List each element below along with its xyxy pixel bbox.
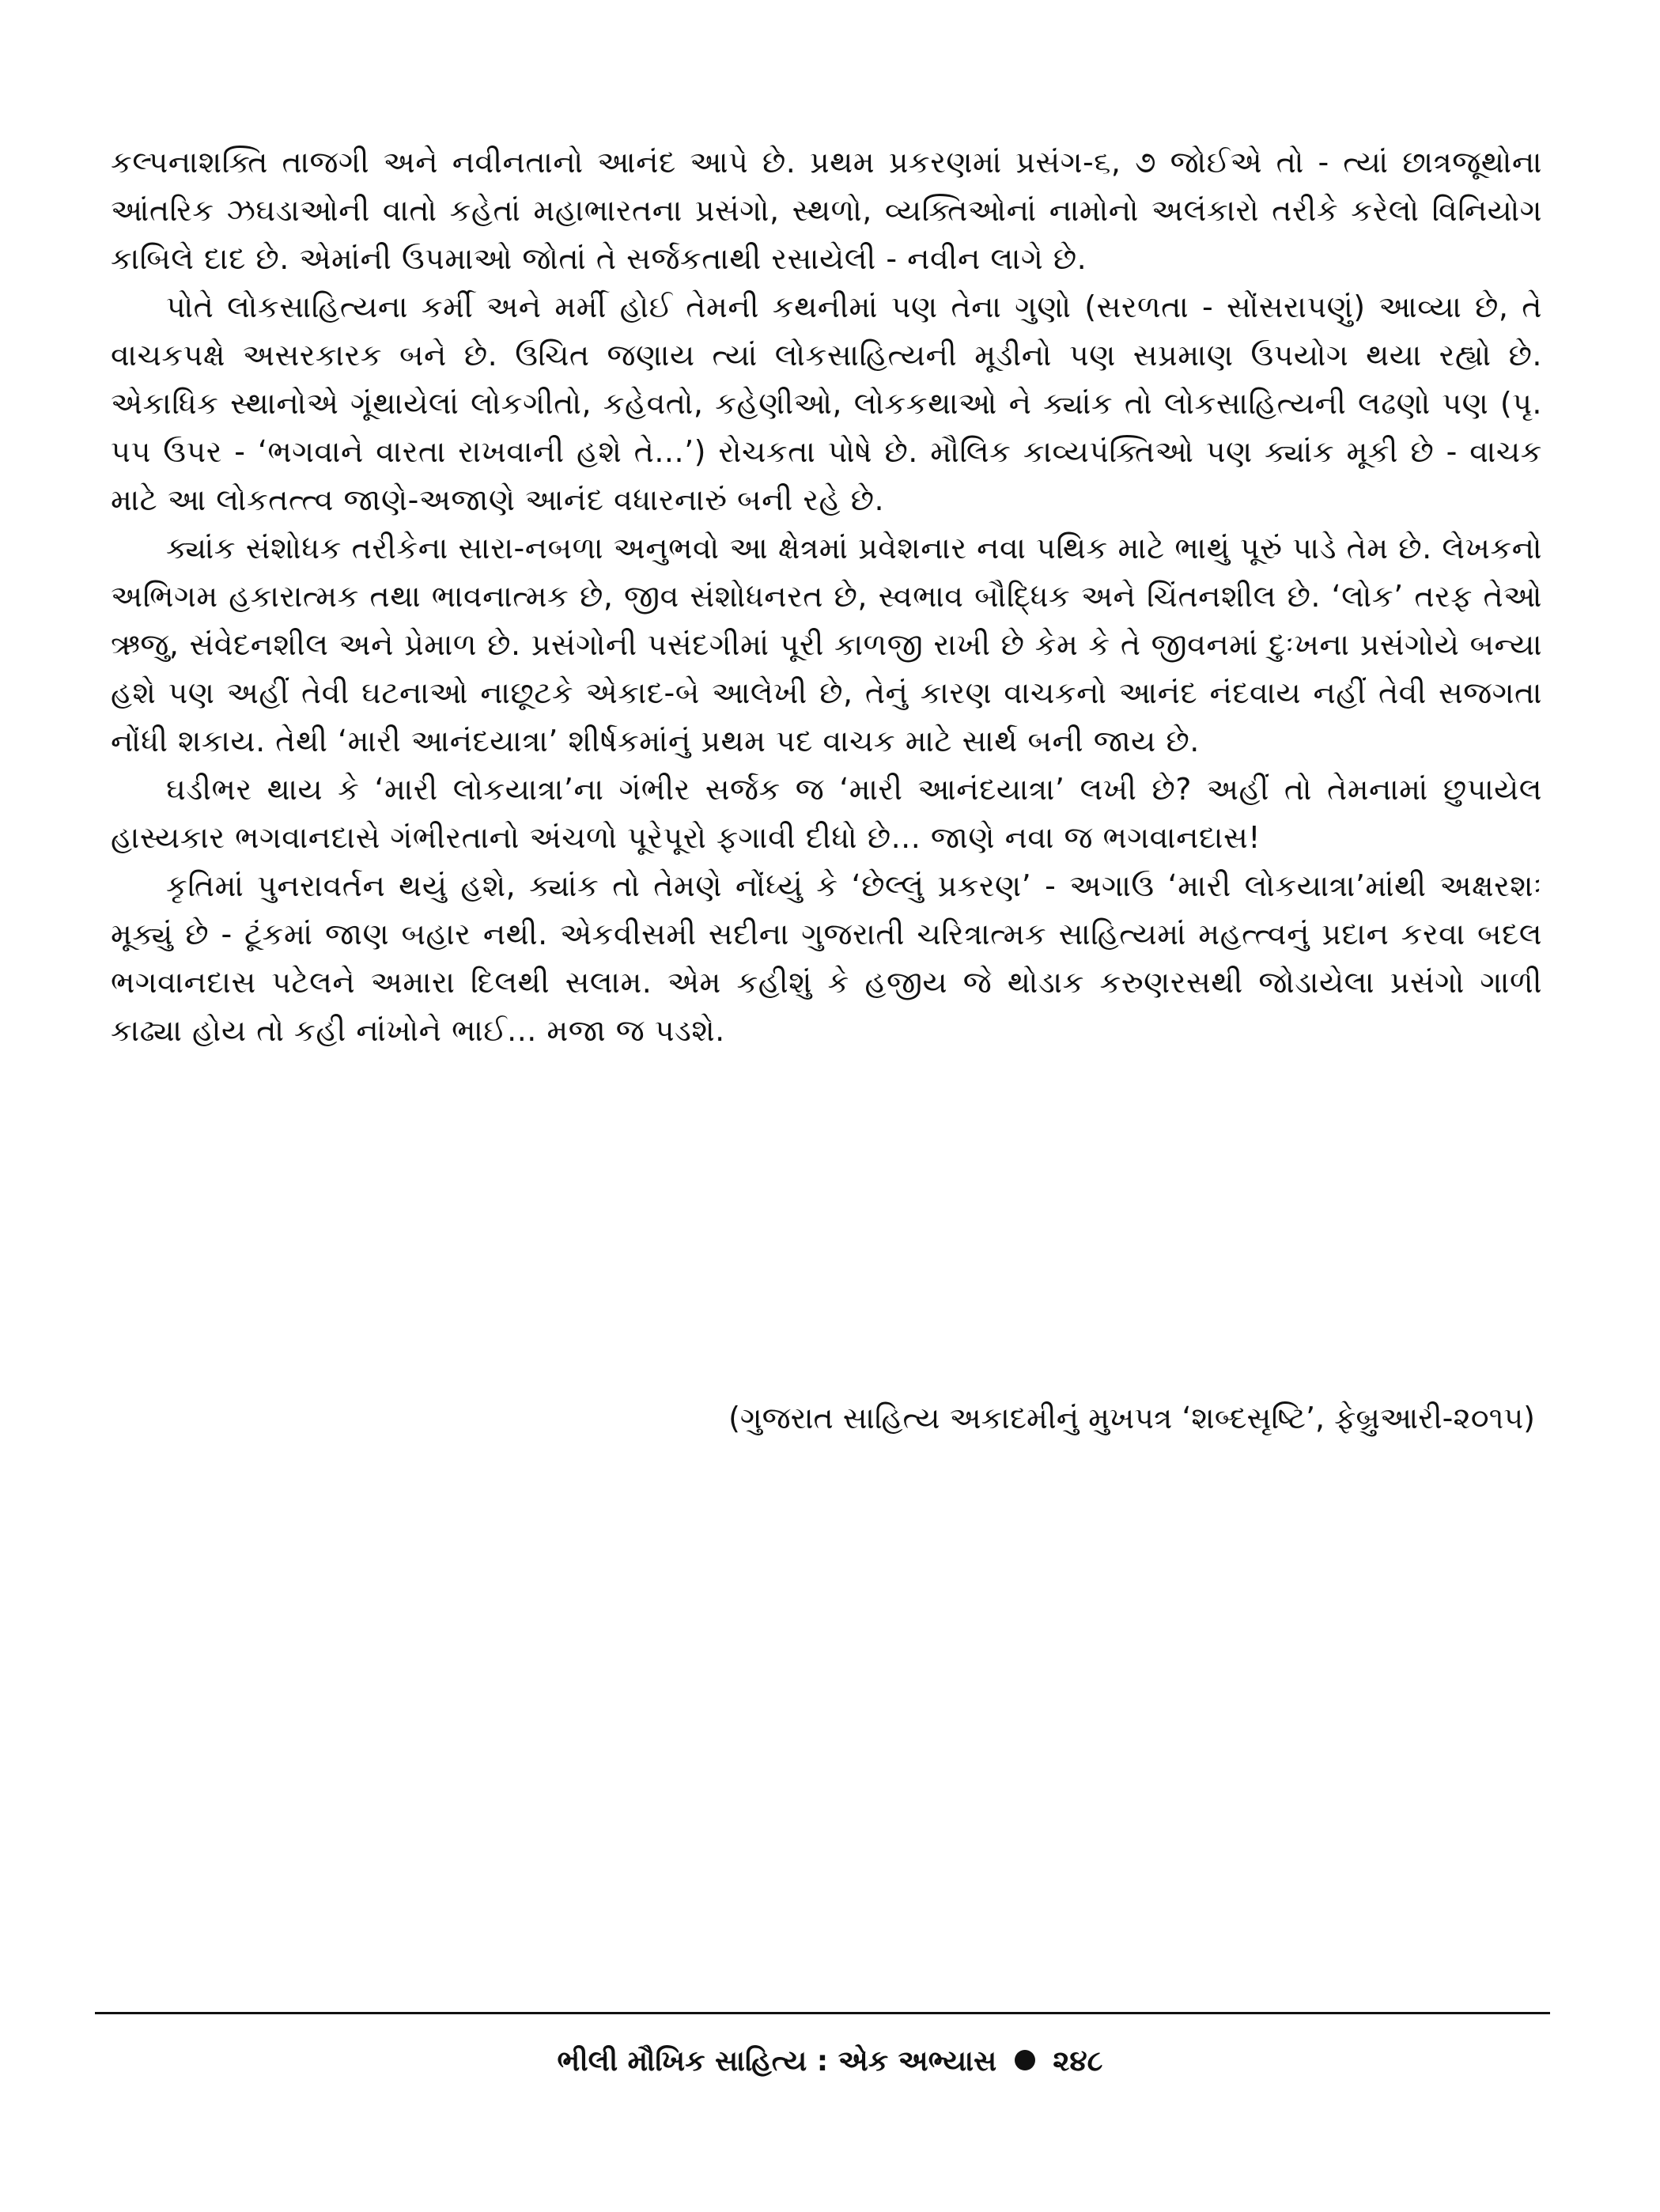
citation: (ગુજરાત સાહિત્ય અકાદમીનું મુખપત્ર ‘શબ્દસૃષ્ટિ’, ફેબ્રુઆરી-૨૦૧૫) (728, 1401, 1535, 1435)
paragraph-3: ક્યાંક સંશોધક તરીકેના સારા-નબળા અનુભવો આ ક્ષેત્રમાં પ્રવેશનાર નવા પથિક માટે ભાથું પૂરું પાડે તેમ છે. લેખકનો અભિગમ હકારાત્મક તથા ભાવનાત્મક છે, જીવ સંશોધનરત છે, સ્વભાવ બૌદ્ધિક અને ચિંતનશીલ છે. ‘લોક’ તરફ તેઓ ઋજુ, સંવેદનશીલ અને પ્રેમાળ છે. પ્રસંગોની પસંદગીમાં પૂરી કાળજી રાખી છે કેમ કે તે જીવનમાં દુઃખના પ્રસંગોયે બન્યા હશે પણ અહીં તેવી ઘટનાઓ નાછૂટકે એકાદ-બે આલેખી છે, તેનું કારણ વાચકનો આનંદ નંદવાય નહીં તેવી સજગતા નોંધી શકાય. તેથી ‘મારી આનંદયાત્રા’ શીર્ષકમાંનું પ્રથમ પદ વાચક માટે સાર્થ બની જાય છે. (111, 531, 1542, 758)
footer-book-title: ભીલી મૌખિક સાહિત્ય : એક અભ્યાસ (557, 2045, 997, 2078)
paragraph-4: ઘડીભર થાય કે ‘મારી લોકયાત્રા’ના ગંભીર સર્જક જ ‘મારી આનંદયાત્રા’ લખી છે? અહીં તો તેમનામાં છુપાયેલ હાસ્યકાર ભગવાનદાસે ગંભીરતાનો અંચળો પૂરેપૂરો ફગાવી દીધો છે... જાણે નવા જ ભગવાનદાસ! (111, 772, 1542, 855)
paragraph-1: કલ્પનાશક્તિ તાજગી અને નવીનતાનો આનંદ આપે છે. પ્રથમ પ્રકરણમાં પ્રસંગ-૬, ૭ જોઈએ તો - ત્યાં છાત્રજૂથોના આંતરિક ઝઘડાઓની વાતો કહેતાં મહાભારતના પ્રસંગો, સ્થળો, વ્યક્તિઓનાં નામોનો અલંકારો તરીકે કરેલો વિનિયોગ કાબિલે દાદ છે. એમાંની ઉપમાઓ જોતાં તે સર્જકતાથી રસાયેલી - નવીન લાગે છે. (111, 145, 1542, 276)
footer-divider (95, 2012, 1550, 2014)
page-number: ૨૪૮ (1053, 2045, 1103, 2078)
paragraph-2: પોતે લોકસાહિત્યના કર્મી અને મર્મી હોઈ તેમની કથનીમાં પણ તેના ગુણો (સરળતા - સોંસરાપણું) આવ્યા છે, તે વાચકપક્ષે અસરકારક બને છે. ઉચિત જણાય ત્યાં લોકસાહિત્યની મૂડીનો પણ સપ્રમાણ ઉપયોગ થયા રહ્યો છે. એકાધિક સ્થાનોએ ગૂંથાયેલાં લોકગીતો, કહેવતો, કહેણીઓ, લોકકથાઓ ને ક્યાંક તો લોકસાહિત્યની લઢણો પણ (પૃ. ૫૫ ઉપર - ‘ભગવાને વારતા રાખવાની હશે તે...’) રોચકતા પોષે છે. મૌલિક કાવ્યપંક્તિઓ પણ ક્યાંક મૂકી છે - વાચક માટે આ લોકતત્ત્વ જાણે-અજાણે આનંદ વધારનારું બની રહે છે. (111, 289, 1542, 517)
body-text (111, 138, 1542, 1055)
bullet-icon (1015, 2050, 1035, 2070)
paragraph-5: કૃતિમાં પુનરાવર્તન થયું હશે, ક્યાંક તો તેમણે નોંધ્યું કે ‘છેલ્લું પ્રકરણ’ - અગાઉ ‘મારી લોકયાત્રા’માંથી અક્ષરશઃ મૂક્યું છે - ટૂંકમાં જાણ બહાર નથી. એકવીસમી સદીના ગુજરાતી ચરિત્રાત્મક સાહિત્યમાં મહત્ત્વનું પ્રદાન કરવા બદલ ભગવાનદાસ પટેલને અમારા દિલથી સલામ. એમ કહીશું કે હજીય જે થોડાક કરુણરસથી જોડાયેલા પ્રસંગો ગાળી કાઢ્યા હોય તો કહી નાંખોને ભાઈ... મજા જ પડશે. (111, 868, 1542, 1048)
page-footer (0, 2042, 1660, 2082)
